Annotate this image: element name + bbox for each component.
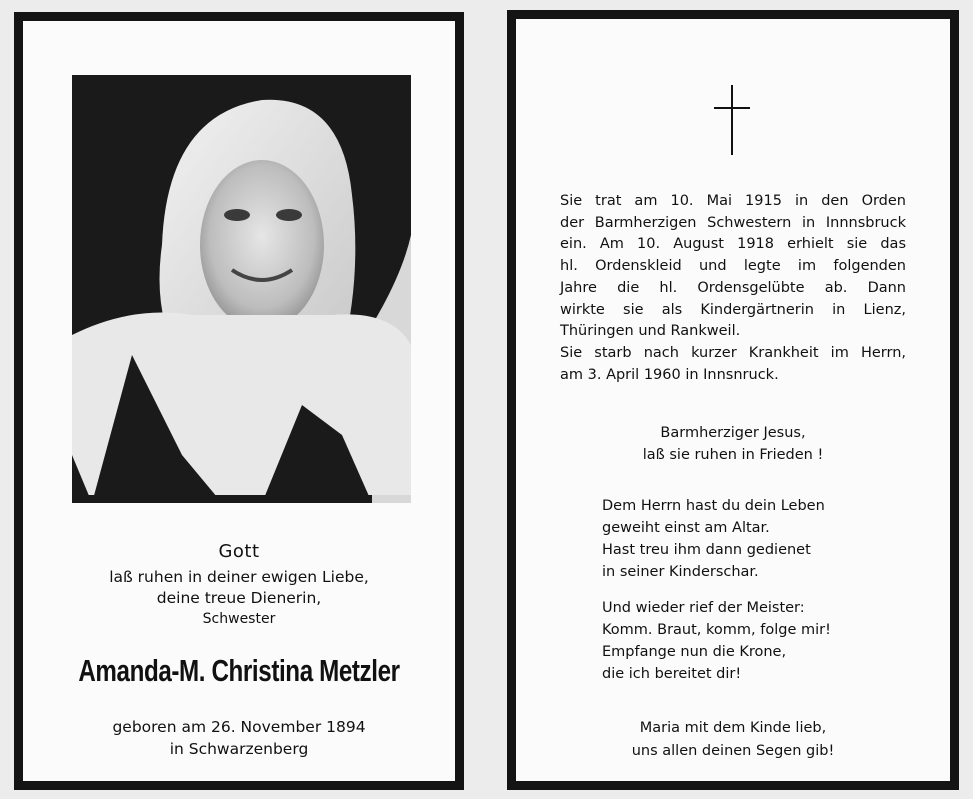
birth-place: in Schwarzenberg <box>169 740 309 758</box>
prayer-line-1: laß ruhen in deiner ewigen Liebe, <box>109 568 369 586</box>
poem-line: Empfange nun die Krone, <box>602 644 787 660</box>
poem-line: Hast treu ihm dann gedienet <box>602 542 811 558</box>
bio-line: Sie starb nach kurzer Krankheit im Herrn, <box>560 344 906 361</box>
left-card <box>14 12 464 790</box>
prayer-line-2: deine treue Dienerin, <box>156 589 322 607</box>
poem-line: Und wieder rief der Meister: <box>602 600 805 616</box>
poem-stanza-1 <box>602 495 825 583</box>
birth-date: geboren am 26. November 1894 <box>112 718 366 736</box>
bio-line: der Barmherzigen Schwestern in Innnsbruck <box>560 214 906 231</box>
bio-line: Thüringen und Rankweil. <box>560 323 741 340</box>
cross-icon <box>712 85 752 155</box>
bio-line: ein. Am 10. August 1918 erhielt sie das <box>560 236 906 253</box>
biography-text <box>560 191 906 386</box>
closing-line: uns allen deinen Segen gib! <box>631 743 835 759</box>
bio-line: am 3. April 1960 in Innsnruck. <box>560 366 779 383</box>
title-schwester: Schwester <box>202 611 276 627</box>
deceased-name: Amanda-M. Christina Metzler <box>78 653 400 688</box>
closing-verse <box>516 717 950 763</box>
prayer-verse <box>516 422 950 466</box>
prayer-line: laß sie ruhen in Frieden ! <box>642 447 824 463</box>
bio-line: wirkte sie als Kindergärtnerin in Lienz, <box>560 301 906 318</box>
poem-line: in seiner Kinderschar. <box>602 564 759 580</box>
portrait-photo <box>72 75 411 503</box>
bio-line: Jahre die hl. Ordensgelübte ab. Dann <box>560 279 906 296</box>
poem-line: Dem Herrn hast du dein Leben <box>602 498 825 514</box>
poem-line: die ich bereitet dir! <box>602 666 742 682</box>
bio-line: hl. Ordenskleid und legte im folgenden <box>560 258 906 275</box>
portrait-image <box>72 75 411 503</box>
heading-gott: Gott <box>218 541 260 562</box>
poem-stanza-2 <box>602 597 831 685</box>
poem-line: Komm. Braut, komm, folge mir! <box>602 622 831 638</box>
bio-line: Sie trat am 10. Mai 1915 in den Orden <box>560 193 906 209</box>
right-card <box>507 10 959 790</box>
poem-line: geweiht einst am Altar. <box>602 520 770 536</box>
closing-line: Maria mit dem Kinde lieb, <box>639 720 827 736</box>
prayer-line: Barmherziger Jesus, <box>660 425 806 441</box>
